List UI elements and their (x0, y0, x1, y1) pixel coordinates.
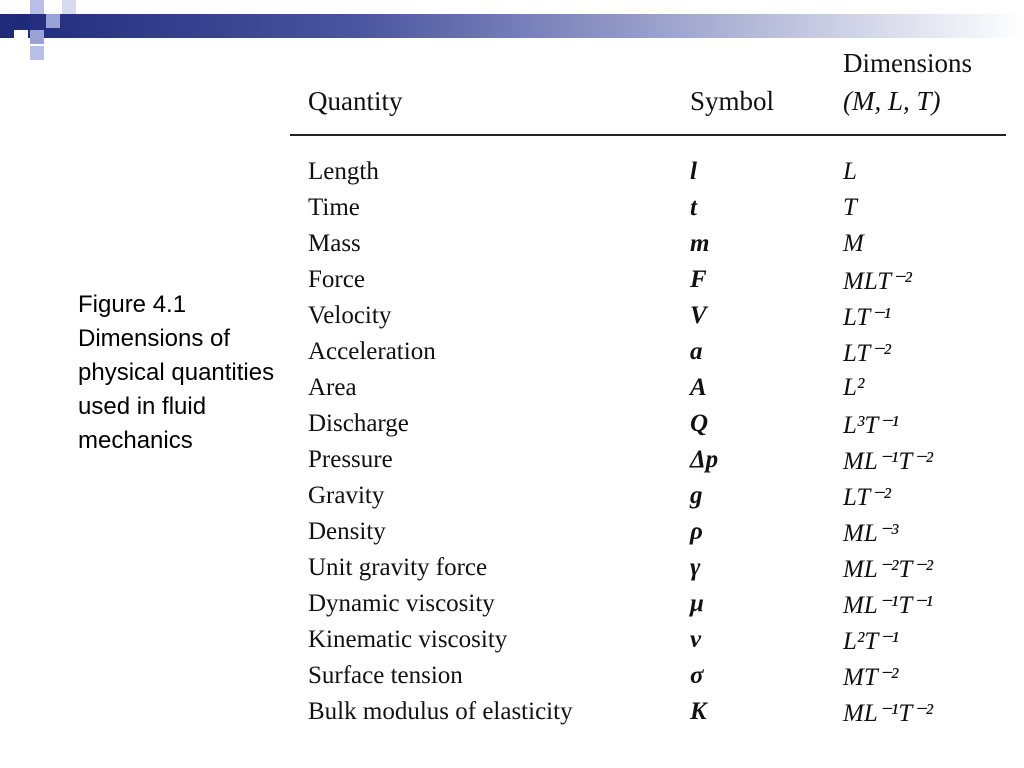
symbol-cell: K (690, 698, 707, 725)
logo-square (30, 46, 44, 60)
dimensions-cell: ML⁻¹T⁻² (843, 448, 934, 475)
quantity-cell: Kinematic viscosity (308, 626, 508, 653)
symbol-cell: l (690, 158, 697, 185)
quantity-cell: Surface tension (308, 662, 463, 689)
header-rule (290, 134, 1006, 136)
table-row (290, 338, 1006, 374)
dimensions-cell: ML⁻¹T⁻¹ (843, 592, 934, 619)
quantity-cell: Pressure (308, 446, 393, 473)
dimensions-cell: MLT⁻² (843, 268, 912, 295)
dimensions-cell: MT⁻² (843, 664, 899, 691)
dimensions-cell: L (843, 158, 857, 185)
table-row (290, 410, 1006, 446)
corner-logo (0, 0, 90, 70)
quantity-cell: Length (308, 158, 379, 185)
dimensions-cell: ML⁻³ (843, 520, 899, 547)
symbol-cell: F (690, 266, 707, 293)
quantity-cell: Discharge (308, 410, 409, 437)
figure-caption (78, 288, 278, 458)
logo-square (30, 0, 44, 14)
dimensions-cell: L² (843, 374, 865, 401)
table-row (290, 374, 1006, 410)
figure-label: Figure 4.1 (78, 291, 187, 318)
dimensions-cell: M (843, 230, 864, 257)
symbol-cell: m (690, 230, 710, 257)
symbol-cell: σ (690, 662, 704, 689)
header-symbol: Symbol (690, 86, 775, 116)
symbol-cell: Δp (690, 446, 719, 473)
quantity-cell: Force (308, 266, 365, 293)
symbol-cell: t (690, 194, 697, 221)
dimensions-cell: T (843, 194, 857, 221)
logo-square (14, 14, 28, 28)
quantity-cell: Acceleration (308, 338, 436, 365)
dimensions-cell: LT⁻² (843, 340, 891, 367)
logo-square (62, 0, 76, 14)
table-row (290, 482, 1006, 518)
table-row (290, 662, 1006, 698)
quantity-cell: Area (308, 374, 357, 401)
dimensions-cell: ML⁻²T⁻² (843, 556, 934, 583)
table-row (290, 266, 1006, 302)
table-row (290, 230, 1006, 266)
symbol-cell: g (690, 482, 703, 509)
symbol-cell: A (690, 374, 707, 401)
symbol-cell: Q (690, 410, 709, 437)
symbol-cell: V (690, 302, 707, 329)
logo-square (46, 14, 60, 28)
header-band (0, 14, 1024, 38)
dimensions-table (290, 46, 1010, 746)
table-row (290, 302, 1006, 338)
quantity-cell: Mass (308, 230, 361, 257)
dimensions-cell: ML⁻¹T⁻² (843, 700, 934, 727)
symbol-cell: a (690, 338, 703, 365)
symbol-cell: ρ (690, 518, 703, 545)
quantity-cell: Gravity (308, 482, 385, 509)
table-row (290, 446, 1006, 482)
symbol-cell: ν (690, 626, 702, 653)
quantity-cell: Velocity (308, 302, 392, 329)
symbol-cell: γ (690, 554, 701, 581)
table-row (290, 698, 1006, 734)
table-row (290, 194, 1006, 230)
quantity-cell: Bulk modulus of elasticity (308, 698, 573, 725)
table-row (290, 626, 1006, 662)
quantity-cell: Dynamic viscosity (308, 590, 495, 617)
figure-description: Dimensions of physical quantities used in fluid mechanics (78, 325, 275, 454)
table-row (290, 554, 1006, 590)
quantity-cell: Time (308, 194, 360, 221)
logo-square (14, 30, 28, 44)
dimensions-cell: LT⁻² (843, 484, 891, 511)
header-dimensions: Dimensions (843, 48, 973, 78)
table-row (290, 590, 1006, 626)
quantity-cell: Density (308, 518, 386, 545)
quantity-cell: Unit gravity force (308, 554, 488, 581)
header-quantity: Quantity (308, 86, 403, 116)
header-dimensions-units: (M, L, T) (843, 86, 941, 116)
dimensions-cell: LT⁻¹ (843, 304, 891, 331)
dimensions-cell: L³T⁻¹ (843, 412, 899, 439)
table-row (290, 158, 1006, 194)
logo-square (30, 30, 44, 44)
table-row (290, 518, 1006, 554)
symbol-cell: μ (690, 590, 704, 617)
dimensions-cell: L²T⁻¹ (843, 628, 899, 655)
